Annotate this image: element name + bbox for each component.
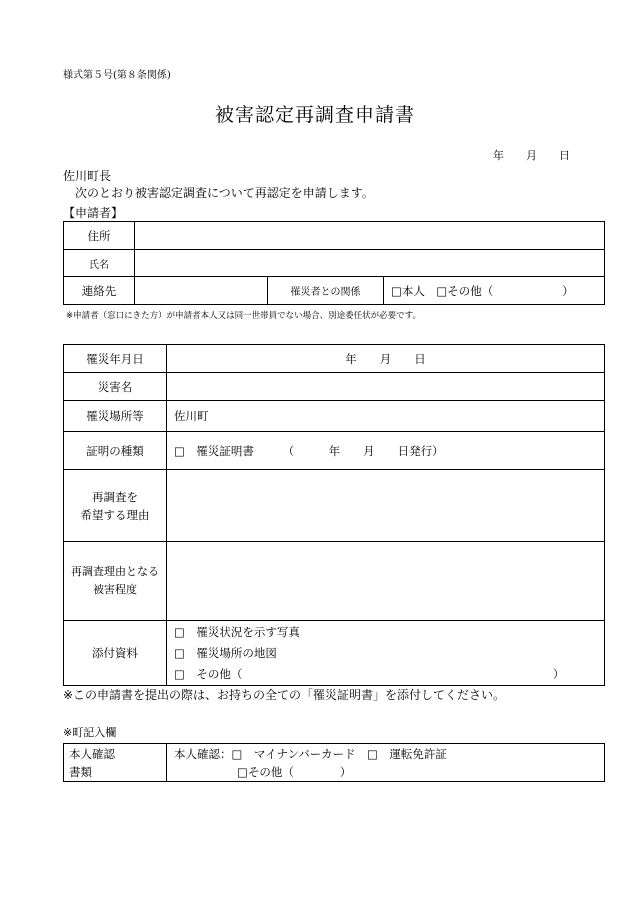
proxy-note: ※申請者（窓口にきた方）が申請者本人又は同一世帯員でない場合、別途委任状が必要です。 xyxy=(66,311,421,321)
attachment-map-checkbox[interactable]: □ 罹災場所の地図 xyxy=(174,645,277,660)
disaster-name-label: 災害名 xyxy=(64,373,167,401)
contact-field[interactable] xyxy=(135,277,268,305)
attachments-label: 添付資料 xyxy=(64,621,167,686)
page-title: 被害認定再調査申請書 xyxy=(214,104,415,126)
id-check-line-2[interactable]: □その他（ ） xyxy=(237,764,352,779)
cert-type-row xyxy=(64,432,605,470)
reason-field[interactable] xyxy=(167,470,605,542)
contact-row xyxy=(64,277,605,305)
damage-degree-label xyxy=(64,542,167,621)
date-month: 月 xyxy=(526,149,537,162)
submission-date xyxy=(493,147,570,163)
addressee: 佐川町長 xyxy=(63,169,112,183)
id-docs-label-line-1: 本人確認 xyxy=(69,746,115,761)
disaster-table xyxy=(63,344,605,686)
form-number: 様式第５号(第８条関係) xyxy=(63,70,171,81)
attachment-other-checkbox[interactable]: □ その他（ ） xyxy=(174,666,565,681)
date-day: 日 xyxy=(559,149,570,162)
disaster-date-row xyxy=(64,345,605,373)
id-check-line-1[interactable]: 本人確認：□ マイナンバーカード □ 運転免許証 xyxy=(174,746,447,761)
attachments-list xyxy=(167,621,605,686)
id-docs-options xyxy=(167,744,605,782)
disaster-place-value[interactable]: 佐川町 xyxy=(167,401,605,432)
id-check-row xyxy=(64,744,605,782)
applicant-heading: 【申請者】 xyxy=(63,206,124,220)
relation-options[interactable]: □本人 □その他（ ） xyxy=(384,277,605,305)
name-field[interactable] xyxy=(135,250,605,277)
contact-label: 連絡先 xyxy=(64,277,135,305)
disaster-date-value[interactable]: 年 月 日 xyxy=(167,345,605,373)
disaster-name-row xyxy=(64,373,605,401)
id-docs-label-line-2: 書類 xyxy=(69,764,92,779)
disaster-place-row xyxy=(64,401,605,432)
damage-degree-row xyxy=(64,542,605,621)
disaster-name-field[interactable] xyxy=(167,373,605,401)
damage-degree-label-line-1: 再調査理由となる xyxy=(71,565,159,578)
damage-degree-label-line-2: 被害程度 xyxy=(93,583,137,596)
town-table xyxy=(63,743,605,782)
name-row xyxy=(64,250,605,277)
lead-text: 次のとおり被害認定調査について再認定を申請します。 xyxy=(75,186,374,200)
cert-type-value[interactable]: □ 罹災証明書 （ 年 月 日発行） xyxy=(167,432,605,470)
id-docs-label xyxy=(64,744,167,782)
reason-row xyxy=(64,470,605,542)
reason-label xyxy=(64,470,167,542)
address-label: 住所 xyxy=(64,222,135,250)
attachments-row xyxy=(64,621,605,686)
disaster-date-label: 罹災年月日 xyxy=(64,345,167,373)
damage-degree-field[interactable] xyxy=(167,542,605,621)
attachment-photo-checkbox[interactable]: □ 罹災状況を示す写真 xyxy=(174,624,300,639)
date-year: 年 xyxy=(493,149,504,162)
reason-label-line-2: 希望する理由 xyxy=(80,507,150,522)
town-section-heading: ※町記入欄 xyxy=(63,726,117,739)
address-field[interactable] xyxy=(135,222,605,250)
reason-label-line-1: 再調査を xyxy=(92,489,138,504)
name-label: 氏名 xyxy=(64,250,135,277)
attachment-note: ※この申請書を提出の際は、お持ちの全ての「罹災証明書」を添付してください。 xyxy=(63,688,506,702)
cert-type-label: 証明の種類 xyxy=(64,432,167,470)
address-row xyxy=(64,222,605,250)
applicant-table xyxy=(63,221,605,305)
relation-label: 罹災者との関係 xyxy=(268,277,384,305)
disaster-place-label: 罹災場所等 xyxy=(64,401,167,432)
